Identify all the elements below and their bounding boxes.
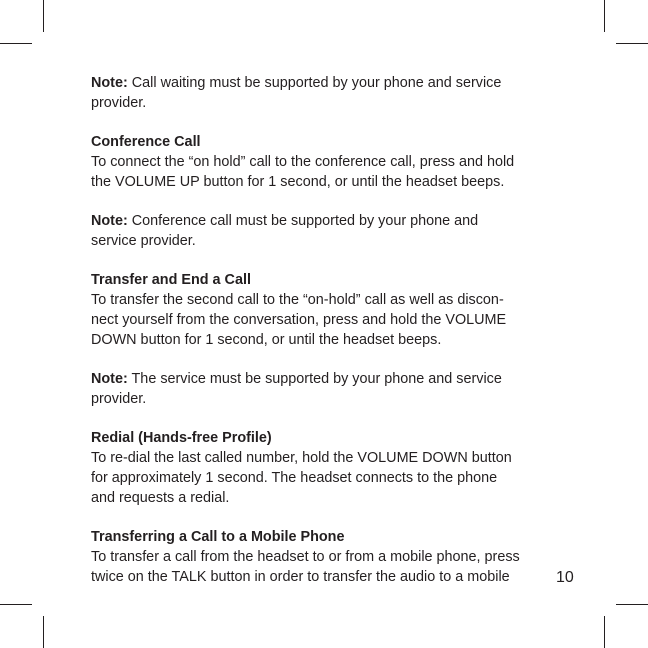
crop-mark-bottom-right-vertical xyxy=(604,616,605,648)
section-heading: Conference Call xyxy=(91,134,201,150)
paragraph-line: the VOLUME UP button for 1 second, or until the headset beeps. xyxy=(91,174,505,190)
paragraph-line: twice on the TALK button in order to transfer the audio to a mobile xyxy=(91,569,510,585)
paragraph-line: To connect the “on hold” call to the conference call, press and hold xyxy=(91,154,515,170)
section-heading: Redial (Hands-free Profile) xyxy=(91,430,272,446)
crop-mark-bottom-left-vertical xyxy=(43,616,44,648)
section-transfer-mobile xyxy=(91,527,563,587)
paragraph-line: To re-dial the last called number, hold the VOLUME DOWN button xyxy=(91,450,512,466)
crop-mark-top-left-horizontal xyxy=(0,43,32,44)
paragraph-line: nect yourself from the conversation, press and hold the VOLUME xyxy=(91,312,507,328)
note-service xyxy=(91,369,563,409)
section-conference-call xyxy=(91,132,563,192)
note-call-waiting xyxy=(91,73,563,113)
section-transfer-end-call xyxy=(91,270,563,350)
note-line xyxy=(91,73,563,93)
note-label: Note: xyxy=(91,75,128,91)
page-content xyxy=(91,73,563,606)
note-text: provider. xyxy=(91,95,147,111)
page-number: 10 xyxy=(556,569,574,586)
note-label: Note: xyxy=(91,213,128,229)
paragraph-line: and requests a redial. xyxy=(91,490,230,506)
crop-mark-bottom-left-horizontal xyxy=(0,604,32,605)
note-text: The service must be supported by your phone and service xyxy=(127,371,502,387)
note-conference-call xyxy=(91,211,563,251)
section-redial xyxy=(91,428,563,508)
note-label: Note: xyxy=(91,371,128,387)
note-line xyxy=(91,211,563,231)
note-text: provider. xyxy=(91,391,147,407)
note-text: Call waiting must be supported by your phone and service xyxy=(127,75,502,91)
note-text: service provider. xyxy=(91,233,196,249)
paragraph-line: To transfer a call from the headset to or from a mobile phone, press xyxy=(91,549,520,565)
crop-mark-top-left-vertical xyxy=(43,0,44,32)
note-text: Conference call must be supported by your phone and xyxy=(127,213,479,229)
paragraph-line: for approximately 1 second. The headset connects to the phone xyxy=(91,470,498,486)
section-heading: Transfer and End a Call xyxy=(91,272,251,288)
section-heading: Transferring a Call to a Mobile Phone xyxy=(91,529,345,545)
crop-mark-bottom-right-horizontal xyxy=(616,604,648,605)
crop-mark-top-right-horizontal xyxy=(616,43,648,44)
paragraph-line: To transfer the second call to the “on-hold” call as well as discon- xyxy=(91,292,504,308)
crop-mark-top-right-vertical xyxy=(604,0,605,32)
paragraph-line: DOWN button for 1 second, or until the headset beeps. xyxy=(91,332,442,348)
note-line xyxy=(91,369,563,389)
